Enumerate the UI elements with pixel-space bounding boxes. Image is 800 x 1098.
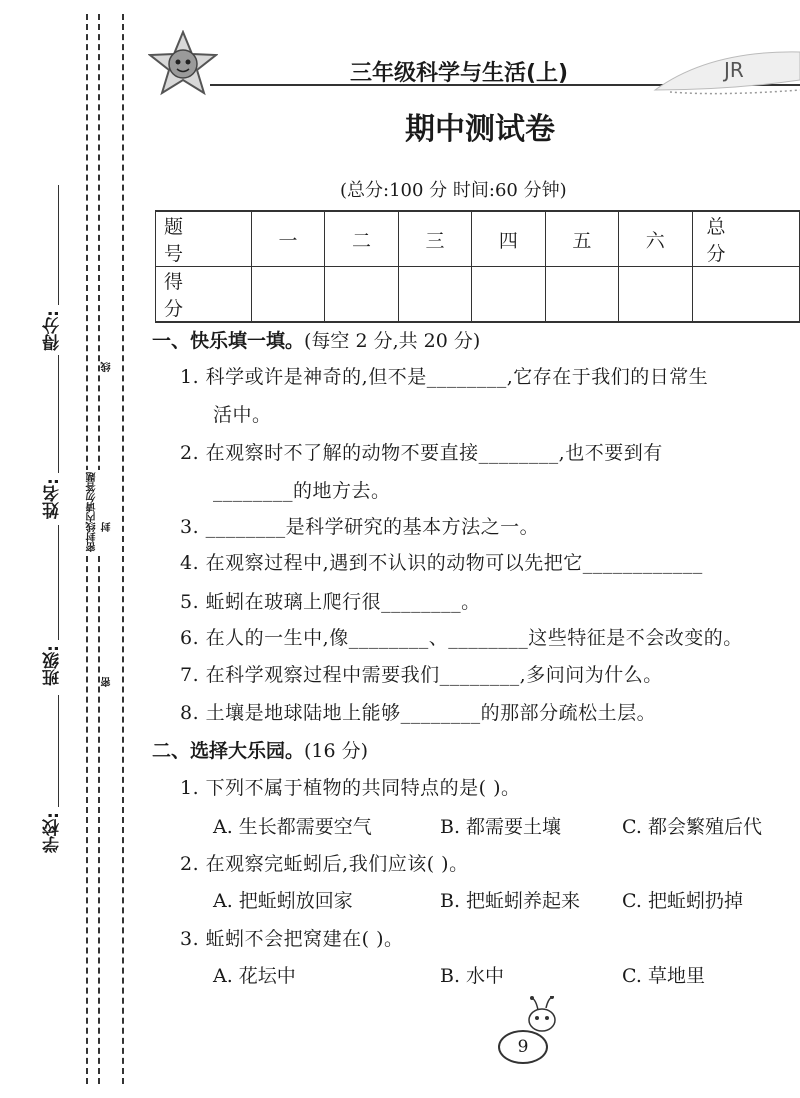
total-score-cell[interactable] [692, 267, 799, 323]
page-number: 9 [498, 1030, 548, 1064]
fill-question-8: 8. 土壤是地球陆地上能够________的那部分疏松土层。 [180, 702, 657, 724]
total-score-label: 总 分 [692, 211, 799, 267]
school-label: 学校: [43, 812, 63, 853]
score-cell[interactable] [251, 267, 324, 323]
score-cell[interactable] [472, 267, 545, 323]
seal-mark-xian: 线 [102, 362, 113, 372]
score-row-label: 得 分 [156, 267, 252, 323]
class-label: 班级: [43, 645, 63, 686]
choice-question-3: 3. 蚯蚓不会把窝建在( )。 [180, 928, 404, 950]
choice-option[interactable]: C. 都会繁殖后代 [622, 816, 762, 838]
column-header: 二 [325, 211, 398, 267]
score-blank [58, 185, 59, 305]
name-label: 姓名: [43, 478, 63, 519]
class-blank [58, 525, 59, 640]
section2-heading-line [152, 736, 368, 763]
choice-question-2: 2. 在观察完蚯蚓后,我们应该( )。 [180, 853, 469, 875]
column-header: 五 [545, 211, 618, 267]
fill-question-3: 3. ________是科学研究的基本方法之一。 [180, 516, 540, 538]
seal-dashed-line [122, 14, 124, 1084]
score-table [155, 210, 800, 323]
column-header: 三 [398, 211, 471, 267]
seal-mark-mi: 密 [102, 677, 113, 687]
fill-question-2-cont: ________的地方去。 [213, 480, 391, 502]
question-number-label: 题 号 [156, 211, 252, 267]
section2-heading: 二、选择大乐园。 [152, 740, 305, 762]
column-header: 四 [472, 211, 545, 267]
seal-note: 密封线内请勿答题 [87, 472, 98, 552]
score-cell[interactable] [325, 267, 398, 323]
choice-option[interactable]: B. 把蚯蚓养起来 [440, 890, 581, 912]
exam-title: 期中测试卷 [405, 112, 555, 147]
choice-option[interactable]: B. 水中 [440, 965, 505, 987]
score-cell[interactable] [619, 267, 692, 323]
name-blank [58, 355, 59, 473]
fill-question-7: 7. 在科学观察过程中需要我们________,多问问为什么。 [180, 664, 663, 686]
score-table-header-row [156, 211, 800, 267]
section1-heading-line [152, 326, 480, 353]
school-blank [58, 695, 59, 807]
fill-question-2: 2. 在观察时不了解的动物不要直接________,也不要到有 [180, 442, 663, 464]
fill-question-4: 4. 在观察过程中,遇到不认识的动物可以先把它____________ [180, 552, 703, 574]
seal-mark-feng: 封 [102, 522, 113, 532]
choice-option[interactable]: C. 草地里 [622, 965, 705, 987]
section2-note: (16 分) [304, 740, 369, 762]
score-cell[interactable] [398, 267, 471, 323]
fill-question-1-cont: 活中。 [213, 404, 272, 426]
column-header: 六 [619, 211, 692, 267]
mascot-star-icon [148, 30, 218, 100]
book-title: 三年级科学与生活(上) [350, 61, 569, 86]
section1-note: (每空 2 分,共 20 分) [304, 330, 481, 352]
section1-heading: 一、快乐填一填。 [152, 330, 305, 352]
exam-meta: (总分:100 分 时间:60 分钟) [340, 180, 567, 201]
column-header: 一 [251, 211, 324, 267]
choice-option[interactable]: A. 生长都需要空气 [213, 816, 372, 838]
publisher-mark: JR [724, 58, 744, 82]
fill-question-1: 1. 科学或许是神奇的,但不是________,它存在于我们的日常生 [180, 366, 709, 388]
choice-question-1: 1. 下列不属于植物的共同特点的是( )。 [180, 777, 521, 799]
choice-option[interactable]: C. 把蚯蚓扔掉 [622, 890, 743, 912]
choice-option[interactable]: A. 花坛中 [213, 965, 296, 987]
choice-option[interactable]: B. 都需要土壤 [440, 816, 562, 838]
fill-question-5: 5. 蚯蚓在玻璃上爬行很________。 [180, 591, 481, 613]
fill-question-6: 6. 在人的一生中,像________、________这些特征是不会改变的。 [180, 627, 743, 649]
score-label: 得分: [43, 310, 63, 351]
score-cell[interactable] [545, 267, 618, 323]
choice-option[interactable]: A. 把蚯蚓放回家 [213, 890, 353, 912]
score-table-score-row [156, 267, 800, 323]
